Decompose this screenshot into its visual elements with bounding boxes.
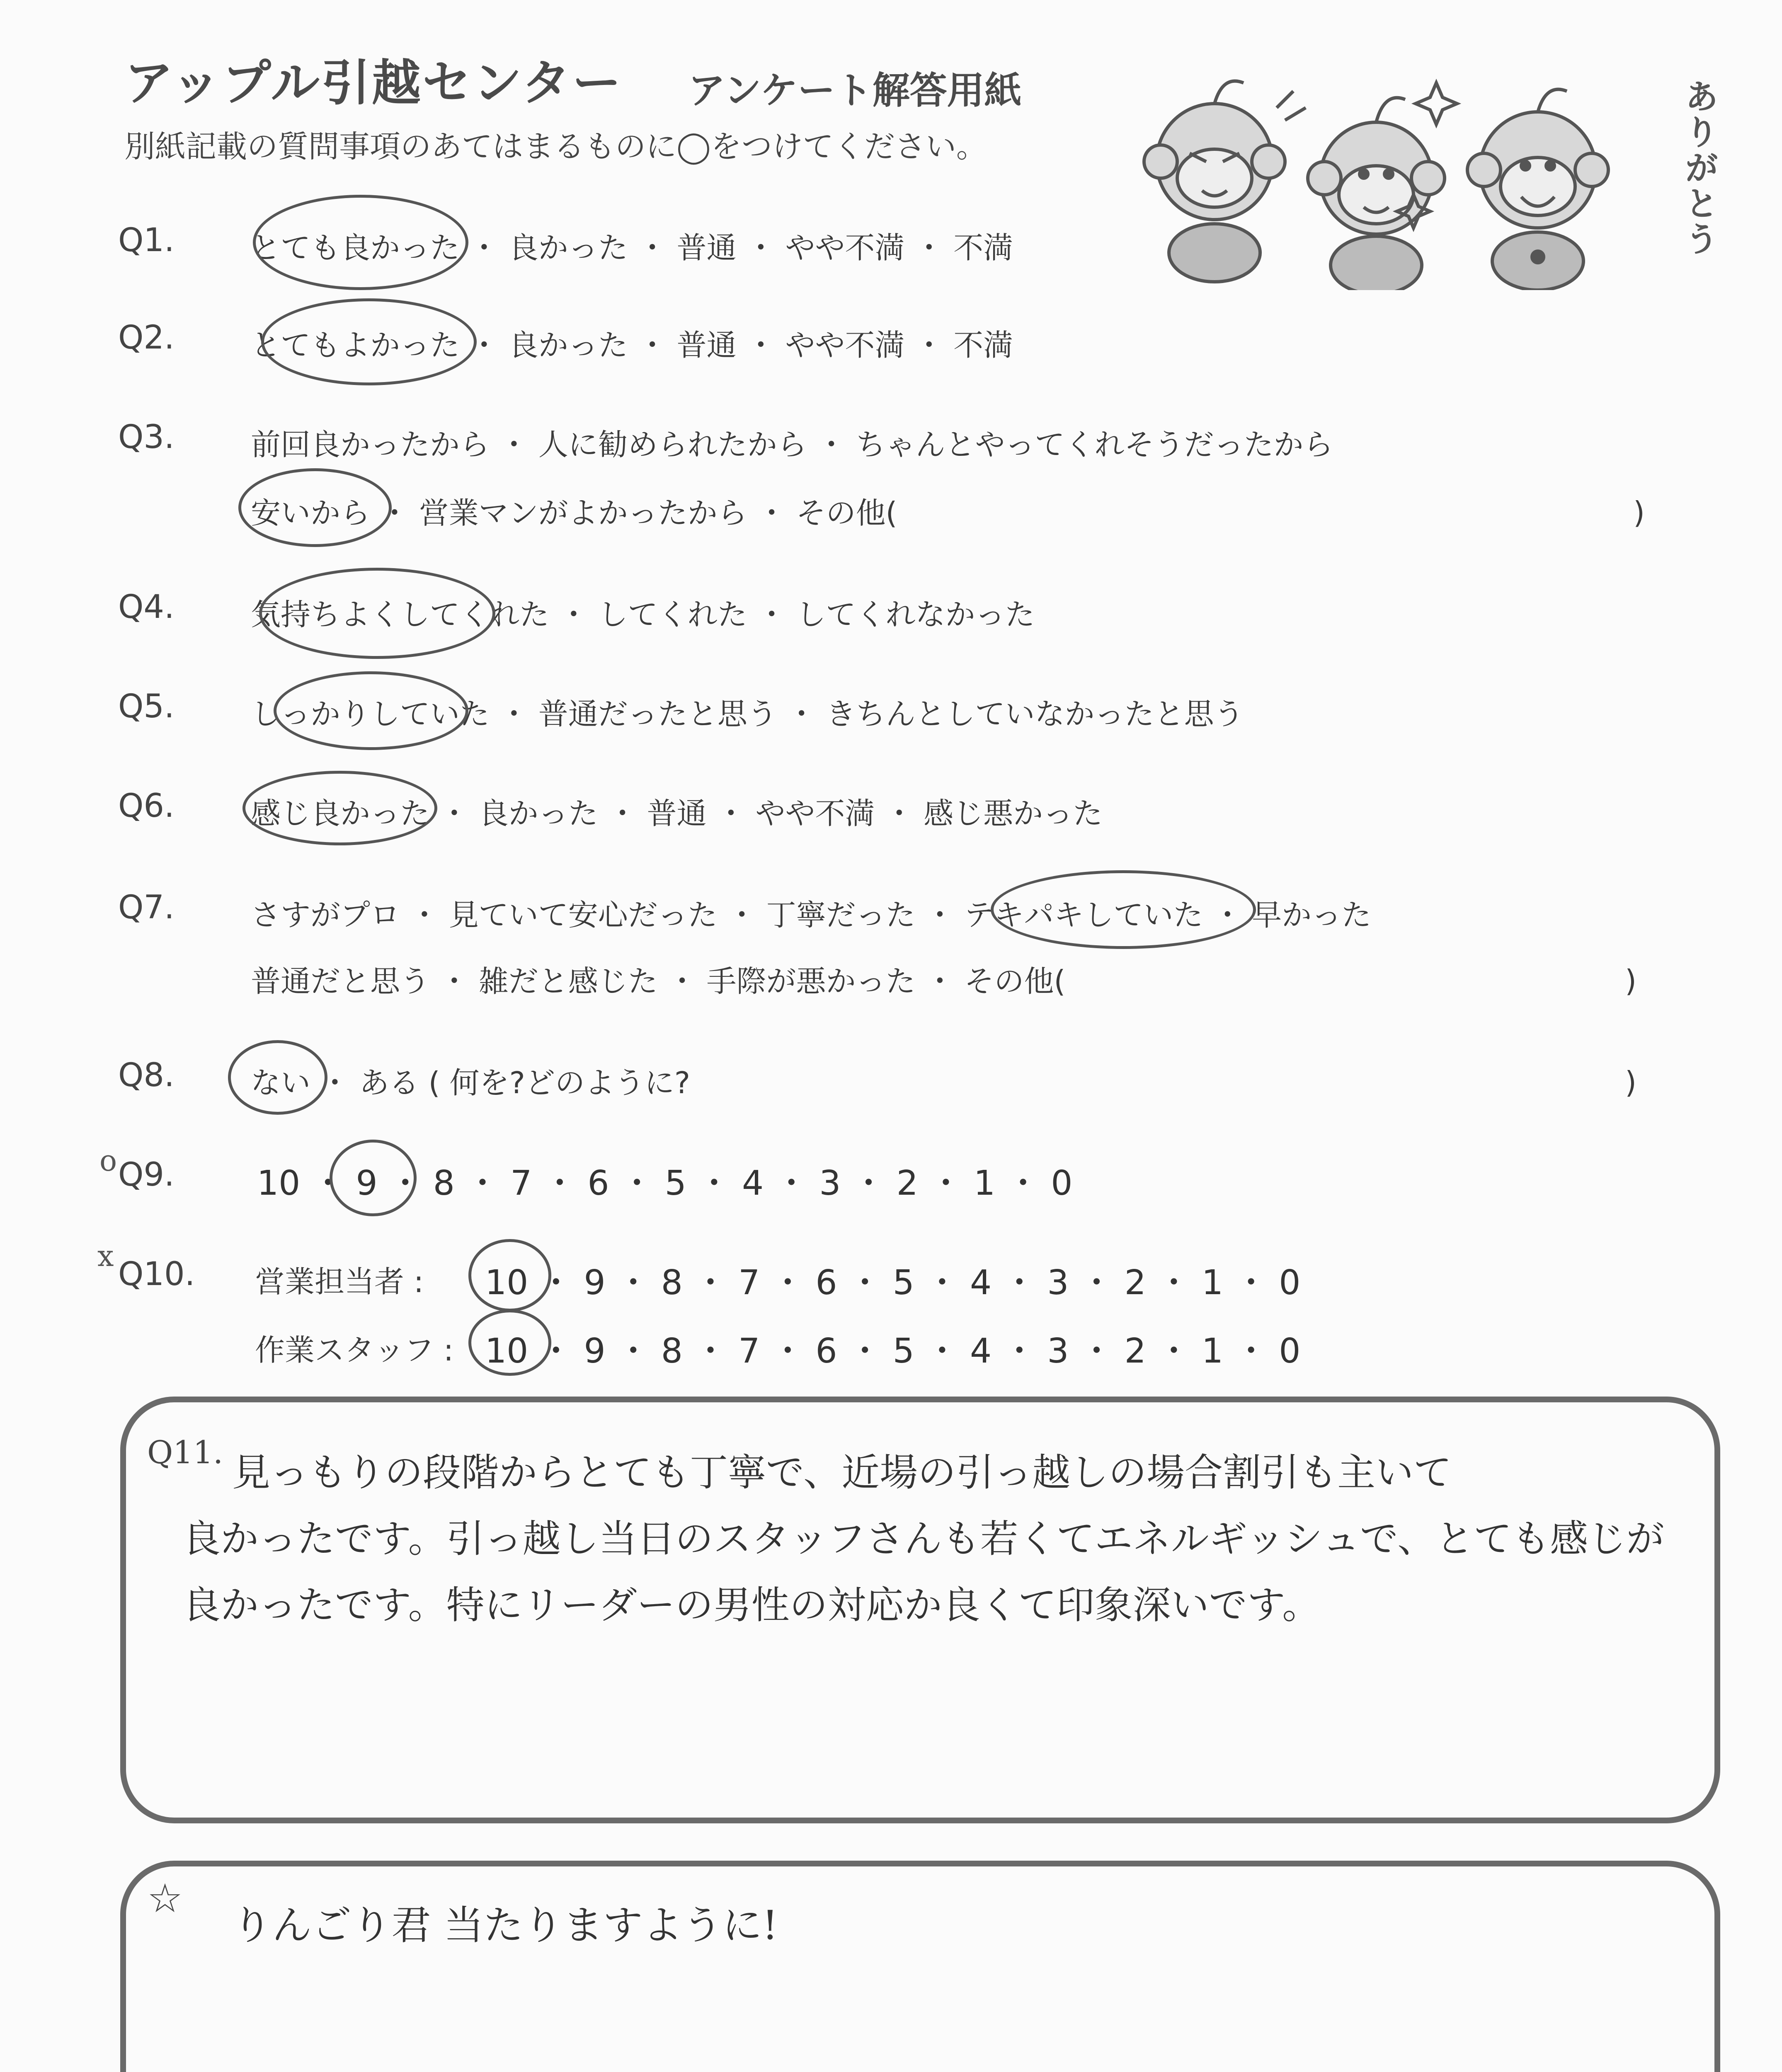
q4-selected-circle bbox=[259, 568, 495, 659]
q10-check-mark: x bbox=[97, 1239, 114, 1273]
q10-label: Q10. bbox=[118, 1256, 195, 1293]
q5-selected-circle bbox=[274, 671, 468, 750]
q4-options[interactable]: 気持ちよくしてくれた ・ してくれた ・ してくれなかった bbox=[251, 597, 1035, 632]
form-subtitle: アンケート解答用紙 bbox=[688, 69, 1022, 112]
q9-selected-circle bbox=[330, 1140, 417, 1216]
q11-comment-line2: 良かったです。引っ越し当日のスタッフさんも若くてエネルギッシュで、とても感じが bbox=[182, 1517, 1665, 1561]
q9-label: Q9. bbox=[118, 1156, 175, 1193]
mascot-monkey-icon bbox=[1144, 81, 1285, 282]
q10-sales-selected-circle bbox=[468, 1239, 551, 1312]
q11-label: Q11. bbox=[147, 1434, 223, 1471]
free-comment-box[interactable] bbox=[120, 1861, 1720, 2072]
q4-label: Q4. bbox=[118, 588, 175, 626]
q8-options[interactable]: ない ・ ある ( 何を?どのように? bbox=[251, 1065, 691, 1100]
free-comment-text: りんごり君 当たりますように! bbox=[232, 1902, 778, 1949]
q8-label: Q8. bbox=[118, 1057, 175, 1094]
mascot-illustration bbox=[1140, 58, 1700, 290]
form-title: アップル引越センター bbox=[124, 54, 623, 111]
q1-label: Q1. bbox=[118, 222, 175, 259]
q2-selected-circle bbox=[261, 298, 477, 385]
q3-selected-circle bbox=[238, 468, 392, 547]
mascot-monkey-icon bbox=[1308, 98, 1445, 290]
q2-label: Q2. bbox=[118, 319, 175, 356]
q7-label: Q7. bbox=[118, 889, 175, 926]
mascot-monkey-icon bbox=[1467, 90, 1608, 290]
form-instruction: 別紙記載の質問事項のあてはまるものに◯をつけてください。 bbox=[124, 129, 987, 165]
star-icon: ☆ bbox=[147, 1875, 183, 1922]
mascot-caption: ありがとう bbox=[1679, 79, 1719, 257]
q10-staff-label: 作業スタッフ : bbox=[255, 1333, 454, 1368]
q3-label: Q3. bbox=[118, 419, 175, 456]
q7-options-line1[interactable]: さすがプロ ・ 見ていて安心だった ・ 丁寧だった ・ テキパキしていた ・ 早かった bbox=[251, 898, 1372, 932]
q10-sales-label: 営業担当者 : bbox=[255, 1264, 424, 1299]
q7-selected-circle bbox=[991, 870, 1256, 949]
q8-close-paren: ) bbox=[1625, 1065, 1637, 1100]
q9-check-mark: o bbox=[99, 1144, 117, 1178]
q7-close-paren: ) bbox=[1625, 963, 1637, 998]
q6-options[interactable]: 感じ良かった ・ 良かった ・ 普通 ・ やや不満 ・ 感じ悪かった bbox=[251, 796, 1103, 831]
q5-options[interactable]: しっかりしていた ・ 普通だったと思う ・ きちんとしていなかったと思う bbox=[251, 697, 1244, 731]
q2-options[interactable]: とてもよかった ・ 良かった ・ 普通 ・ やや不満 ・ 不満 bbox=[251, 328, 1013, 363]
q7-options-line2[interactable]: 普通だと思う ・ 雑だと感じた ・ 手際が悪かった ・ その他( bbox=[251, 964, 1066, 999]
q3-close-paren: ) bbox=[1633, 495, 1645, 530]
q6-label: Q6. bbox=[118, 787, 175, 825]
q10-staff-selected-circle bbox=[468, 1310, 551, 1376]
q5-label: Q5. bbox=[118, 688, 175, 725]
q6-selected-circle bbox=[242, 771, 437, 845]
q10-sales-scale[interactable]: 10 ・ 9 ・ 8 ・ 7 ・ 6 ・ 5 ・ 4 ・ 3 ・ 2 ・ 1 ・ 0 bbox=[485, 1263, 1301, 1302]
q11-comment-line3: 良かったです。特にリーダーの男性の対応か良くて印象深いです。 bbox=[182, 1583, 1321, 1627]
q1-options[interactable]: とても良かった ・ 良かった ・ 普通 ・ やや不満 ・ 不満 bbox=[251, 230, 1013, 265]
sparkle-icon bbox=[1416, 83, 1457, 124]
q8-selected-circle bbox=[228, 1040, 327, 1115]
q9-scale[interactable]: 10 ・ 9 ・ 8 ・ 7 ・ 6 ・ 5 ・ 4 ・ 3 ・ 2 ・ 1 ・ 0 bbox=[257, 1164, 1073, 1203]
q10-staff-scale[interactable]: 10 ・ 9 ・ 8 ・ 7 ・ 6 ・ 5 ・ 4 ・ 3 ・ 2 ・ 1 ・ 0 bbox=[485, 1331, 1301, 1371]
q11-comment-line1: 見っもりの段階からとても丁寧で、近場の引っ越しの場合割引も主いて bbox=[232, 1450, 1452, 1495]
q1-selected-circle bbox=[253, 195, 468, 290]
q3-options-line1[interactable]: 前回良かったから ・ 人に勧められたから ・ ちゃんとやってくれそうだったから bbox=[251, 427, 1333, 462]
q3-options-line2[interactable]: 安いから ・ 営業マンがよかったから ・ その他( bbox=[251, 496, 897, 530]
